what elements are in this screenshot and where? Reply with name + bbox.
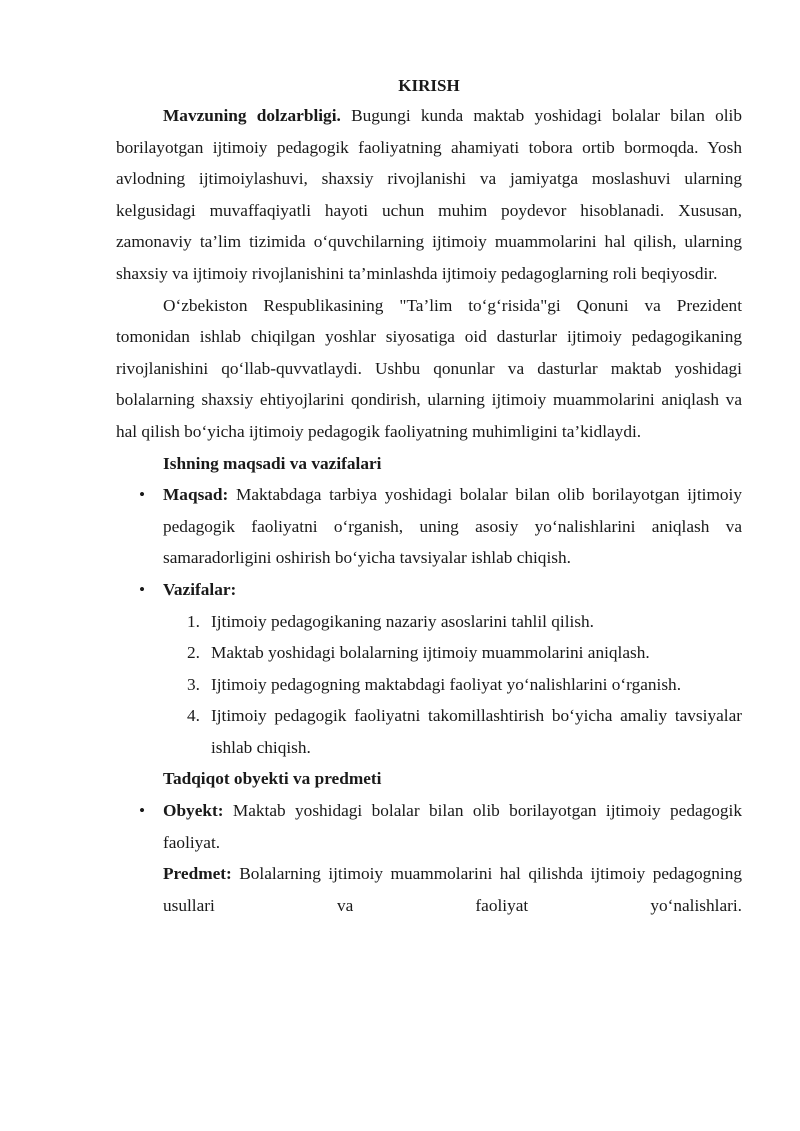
tasks-list: [116, 606, 742, 764]
goals-heading: Ishning maqsadi va vazifalari: [163, 453, 382, 473]
task-item: [116, 637, 742, 669]
subject-text: Bolalarning ijtimoiy muammolarini hal qilishda ijtimoiy pedagogning usullari va faoliyat yo‘nalishlari.: [163, 864, 742, 915]
legal-paragraph: O‘zbekiston Respublikasining "Ta’lim to‘g‘risida"gi Qonuni va Prezident tomonidan ishlab chiqilgan yoshlar siyosatiga oid dasturlar ijtimoiy pedagogikaning rivojlanishini qo‘llab-quvvatlaydi. Ushbu qonunlar va dasturlar maktab yoshidagi bolalarning shaxsiy ehtiyojlarini qondirish, ularning ijtimoiy muammolarini aniqlash va hal qilish bo‘yicha ijtimoiy pedagogik faoliyatning muhimligini ta’kidlaydi.: [116, 295, 742, 441]
goal-text: Maktabdaga tarbiya yoshidagi bolalar bilan olib borilayotgan ijtimoiy pedagogik faoliyatni o‘rganish, uning asosiy yo‘nalishlarini aniqlash va samaradorligini oshirish bo‘yicha tavsiyalar ishlab chiqish.: [163, 485, 742, 568]
relevance-paragraph: [116, 100, 742, 290]
tasks-item: [116, 574, 742, 606]
task-number: 1.: [187, 611, 200, 631]
task-text: Ijtimoiy pedagogning maktabdagi faoliyat yo‘nalishlarini o‘rganish.: [211, 674, 682, 694]
task-item: [116, 606, 742, 638]
task-text: Ijtimoiy pedagogik faoliyatni takomillashtirish bo‘yicha amaliy tavsiyalar ishlab chiqish.: [211, 706, 742, 757]
object-text: Maktab yoshidagi bolalar bilan olib borilayotgan ijtimoiy pedagogik faoliyat.: [163, 801, 742, 852]
bullet-icon: •: [139, 485, 146, 505]
object-list: [116, 795, 742, 858]
document-body: [116, 100, 742, 921]
subject-paragraph: [116, 858, 742, 921]
page-title: KIRISH: [398, 76, 460, 95]
goal-lead: Maqsad:: [163, 485, 229, 505]
object-lead: Obyekt:: [163, 801, 224, 821]
tasks-lead: Vazifalar:: [163, 579, 237, 599]
task-item: [116, 669, 742, 701]
goals-list: [116, 479, 742, 605]
subject-lead: Predmet:: [163, 864, 232, 884]
relevance-lead: Mavzuning dolzarbligi.: [163, 106, 341, 125]
task-number: 3.: [187, 674, 200, 694]
goal-item: [116, 479, 742, 574]
task-text: Maktab yoshidagi bolalarning ijtimoiy muammolarini aniqlash.: [211, 643, 650, 663]
relevance-text: Bugungi kunda maktab yoshidagi bolalar bilan olib borilayotgan ijtimoiy pedagogik faoliyatning ahamiyati tobora ortib bormoqda. Yosh avlodning ijtimoiylashuvi, shaxsiy rivojlanishi va jamiyatga moslashuvi ularning kelgusidagi muvaffaqiyatli hayoti uchun muhim poydevor hisoblanadi. Xususan, zamonaviy ta’lim tizimida o‘quvchilarning ijtimoiy muammolarini hal qilish, ularning shaxsiy va ijtimoiy rivojlanishini ta’minlashda ijtimoiy pedagoglarning roli beqiyosdir.: [116, 106, 742, 283]
bullet-icon: •: [139, 801, 146, 821]
task-text: Ijtimoiy pedagogikaning nazariy asoslarini tahlil qilish.: [211, 611, 594, 631]
task-item: [116, 700, 742, 763]
object-item: [116, 795, 742, 858]
object-heading: Tadqiqot obyekti va predmeti: [163, 769, 382, 789]
task-number: 4.: [187, 706, 200, 726]
task-number: 2.: [187, 643, 200, 663]
bullet-icon: •: [139, 579, 146, 599]
